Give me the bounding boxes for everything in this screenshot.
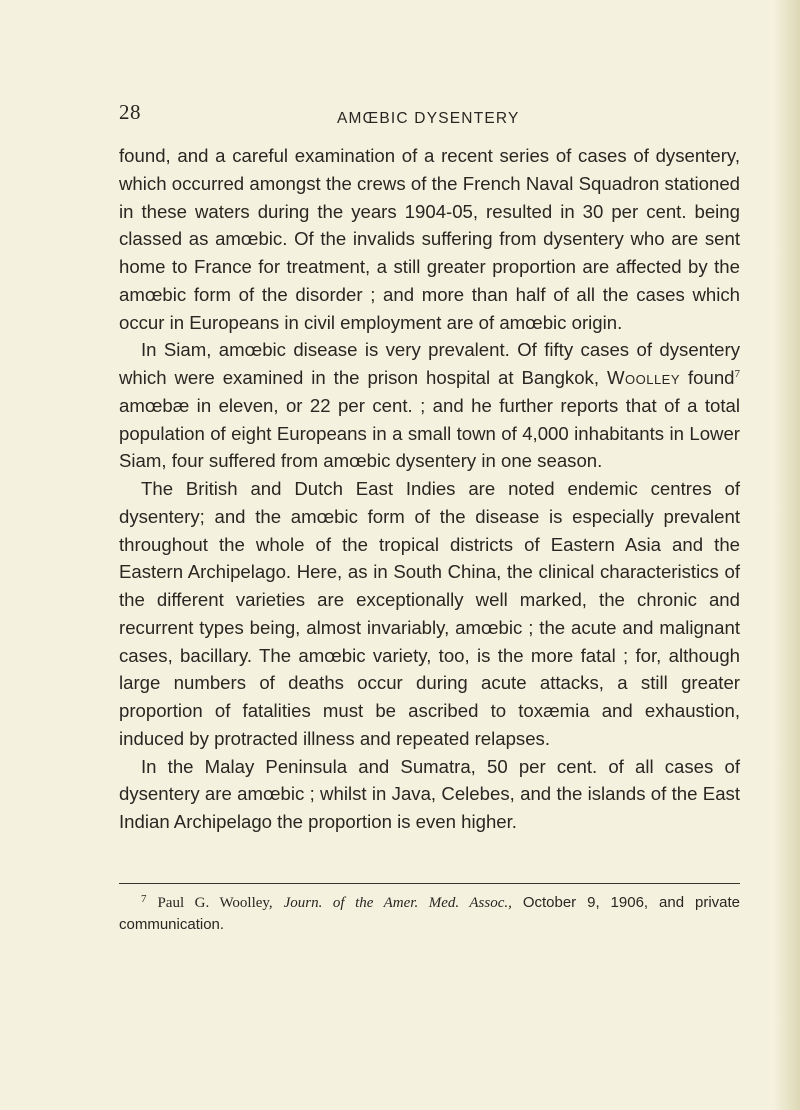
paragraph-2 bbox=[119, 336, 740, 475]
paragraph-1: found, and a careful examination of a recent series of cases of dysentery, which occurred amongst the crews of the French Naval Squadron stationed in these waters during the years 1904-05, resulted in 30 per cent. being classed as amœbic. Of the invalids suffering from dysentery who are sent home to France for treatment, a still greater proportion are affected by the amœbic form of the disorder ; and more than half of all the cases which occur in Europeans in civil employment are of amœbic origin. bbox=[119, 145, 740, 333]
paragraph-3: The British and Dutch East Indies are noted endemic centres of dysentery; and the amœbic form of the disease is especially prevalent throughout the whole of the tropical districts of Eastern Asia and the Eastern Archipelago. Here, as in South China, the clinical characteristics of the different varieties are exceptionally well marked, the chronic and recurrent types being, almost invariably, amœbic ; the acute and malignant cases, bacillary. The amœbic variety, too, is the more fatal ; for, although large numbers of deaths occur during acute attacks, a still greater proportion of fatalities must be ascribed to toxæmia and exhaustion, induced by protracted illness and repeated relapses. bbox=[119, 478, 740, 749]
paragraph-2-text-end: amœbæ in eleven, or 22 per cent. ; and he further reports that of a total population of eight Europeans in a small town of 4,000 inhabitants in Lower Siam, four suffered from amœbic dysentery in one season. bbox=[119, 394, 740, 472]
footnote-reference[interactable]: 7 bbox=[734, 368, 740, 380]
paragraph-4: In the Malay Peninsula and Sumatra, 50 per cent. of all cases of dysentery are amœbic ; whilst in Java, Celebes, and the islands of the East Indian Archipelago the proportion is even higher. bbox=[119, 755, 740, 832]
footnote-mark: 7 bbox=[141, 893, 147, 905]
body-text bbox=[119, 142, 740, 836]
footnote bbox=[119, 892, 740, 935]
footnote-divider bbox=[119, 883, 740, 884]
footnote-details: October 9, 1906, and private communication. bbox=[119, 894, 740, 933]
author-name-woolley: Woolley bbox=[606, 367, 681, 388]
page-number: 28 bbox=[119, 100, 141, 124]
paragraph-2-text-start: In Siam, amœbic disease is very prevalent. Of fifty cases of dysentery which were examined in the prison hospital at Bangkok, bbox=[119, 339, 740, 388]
running-head: AMŒBIC DYSENTERY bbox=[337, 110, 520, 127]
paragraph-2-found: found bbox=[687, 367, 735, 388]
footnote-author: Paul G. Woolley, bbox=[157, 895, 273, 911]
footnote-journal: Journ. of the Amer. Med. Assoc., bbox=[283, 895, 512, 911]
page-edge-shading bbox=[774, 0, 800, 1110]
